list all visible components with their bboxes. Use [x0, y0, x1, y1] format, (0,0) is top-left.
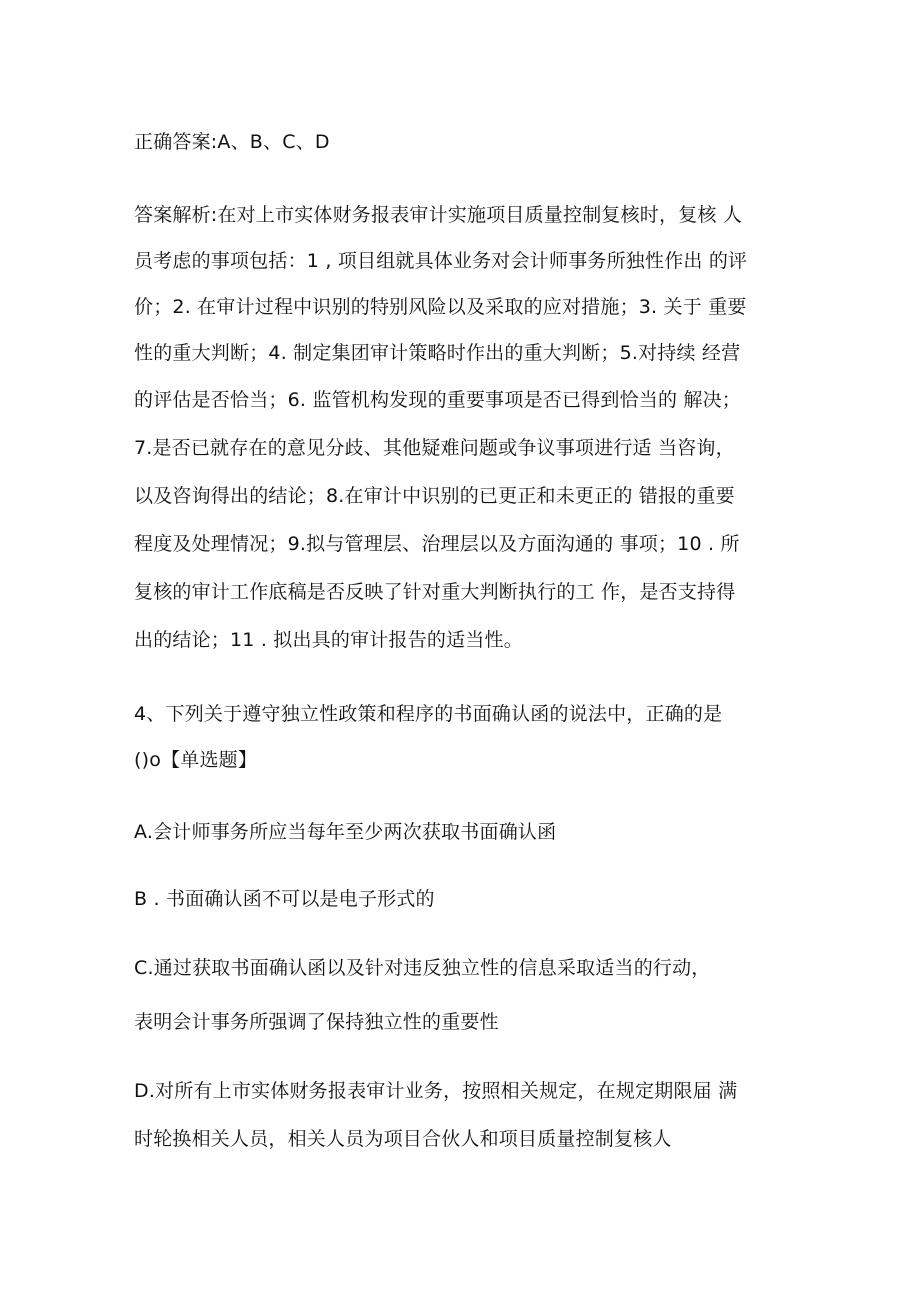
analysis-line: 性的重大判断；4. 制定集团审计策略时作出的重大判断；5.对持续 经营: [134, 342, 741, 364]
analysis-line: 程度及处理情况；9.拟与管理层、治理层以及方面沟通的 事项；10 . 所: [134, 533, 740, 555]
option-line: B . 书面确认函不可以是电子形式的: [134, 888, 435, 910]
analysis-line: 答案解析:在对上市实体财务报表审计实施项目质量控制复核时，复核 人: [134, 204, 743, 226]
analysis-line: 复核的审计工作底稿是否反映了针对重大判断执行的工 作，是否支持得: [134, 581, 736, 603]
question-stem-line: ()o【单选题】: [134, 749, 258, 771]
option-line: 表明会计事务所强调了保持独立性的重要性: [134, 1011, 499, 1033]
analysis-line: 价；2. 在审计过程中识别的特别风险以及采取的应对措施；3. 关于 重要: [134, 296, 747, 318]
analysis-line: 的评估是否恰当；6. 监管机构发现的重要事项是否已得到恰当的 解决；: [134, 389, 742, 411]
analysis-line: 7.是否已就存在的意见分歧、其他疑难问题或争议事项进行适 当咨询，: [134, 437, 735, 459]
option-line: 时轮换相关人员，相关人员为项目合伙人和项目质量控制复核人: [134, 1128, 672, 1150]
option-line: D.对所有上市实体财务报表审计业务，按照相关规定，在规定期限届 满: [134, 1080, 738, 1102]
analysis-line: 员考虑的事项包括：1 , 项目组就具体业务对会计师事务所独性作出 的评: [134, 250, 748, 272]
question-stem-line: 4、下列关于遵守独立性政策和程序的书面确认函的说法中，正确的是: [134, 703, 723, 725]
analysis-line: 出的结论；11 . 拟出具的审计报告的适当性。: [134, 629, 523, 651]
option-line: A.会计师事务所应当每年至少两次获取书面确认函: [134, 821, 557, 843]
correct-answer: 正确答案:A、B、C、D: [134, 131, 330, 153]
option-line: C.通过获取书面确认函以及针对违反独立性的信息采取适当的行动，: [134, 957, 711, 979]
analysis-line: 以及咨询得出的结论；8.在审计中识别的已更正和未更正的 错报的重要: [134, 485, 735, 507]
